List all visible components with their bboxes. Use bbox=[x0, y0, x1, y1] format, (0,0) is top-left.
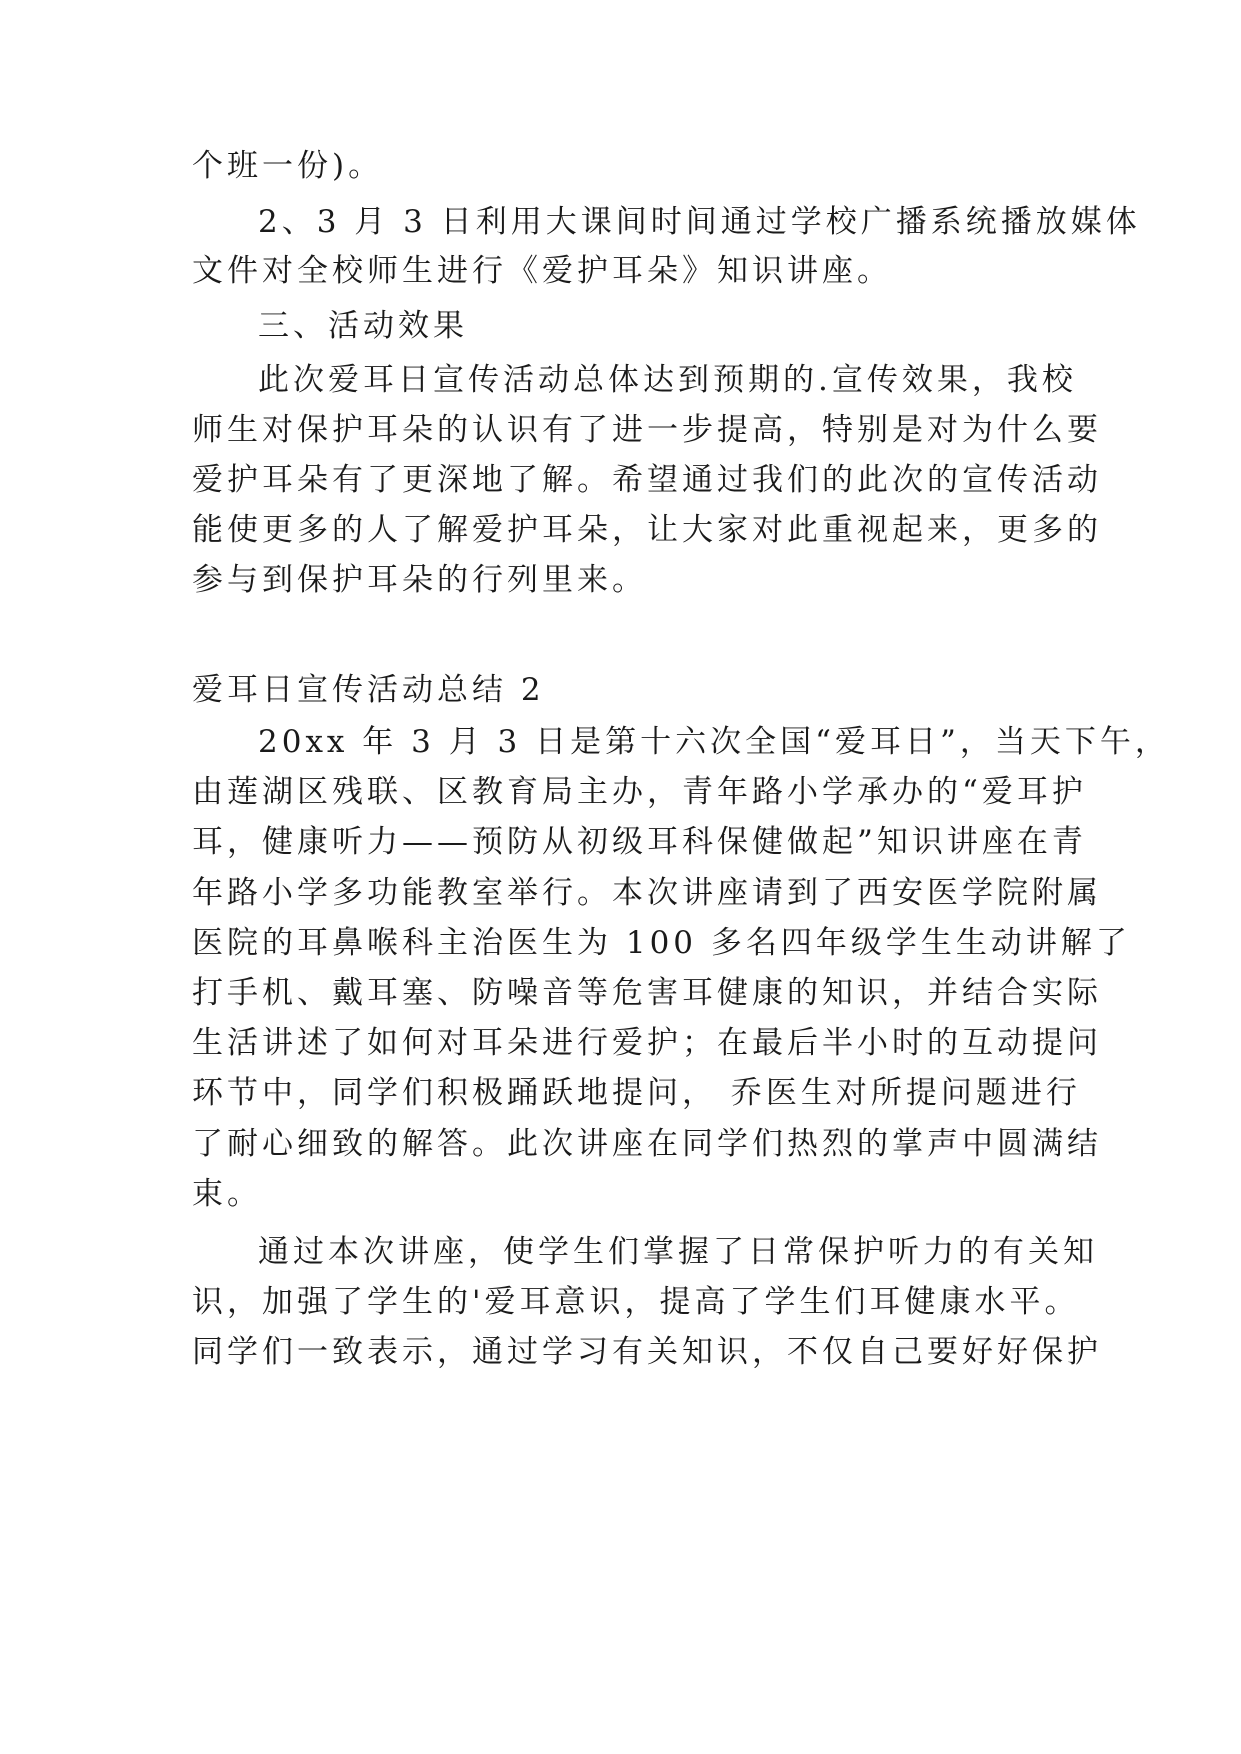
text-line: 能使更多的人了解爱护耳朵，让大家对此重视起来，更多的 bbox=[192, 512, 1102, 548]
text-line: 了耐心细致的解答。此次讲座在同学们热烈的掌声中圆满结 bbox=[192, 1126, 1102, 1162]
text-line: 耳，健康听力——预防从初级耳科保健做起”知识讲座在青 bbox=[192, 824, 1087, 860]
text-line: 文件对全校师生进行《爱护耳朵》知识讲座。 bbox=[192, 253, 892, 289]
text-line: 20xx 年 3 月 3 日是第十六次全国“爱耳日”，当天下午， bbox=[258, 724, 1170, 760]
text-line: 同学们一致表示，通过学习有关知识，不仅自己要好好保护 bbox=[192, 1334, 1102, 1370]
text-line: 个班一份)。 bbox=[192, 148, 384, 184]
text-line: 参与到保护耳朵的行列里来。 bbox=[192, 562, 647, 598]
text-line: 师生对保护耳朵的认识有了进一步提高，特别是对为什么要 bbox=[192, 412, 1102, 448]
section-heading: 三、活动效果 bbox=[258, 308, 468, 344]
section-title: 爱耳日宣传活动总结 2 bbox=[192, 672, 545, 708]
text-line: 束。 bbox=[192, 1176, 262, 1212]
text-line: 环节中，同学们积极踊跃地提问， 乔医生对所提问题进行 bbox=[192, 1075, 1081, 1111]
text-line: 通过本次讲座，使学生们掌握了日常保护听力的有关知 bbox=[258, 1234, 1098, 1270]
text-line: 识，加强了学生的'爱耳意识，提高了学生们耳健康水平。 bbox=[192, 1284, 1080, 1320]
text-line: 年路小学多功能教室举行。本次讲座请到了西安医学院附属 bbox=[192, 875, 1102, 911]
text-line: 医院的耳鼻喉科主治医生为 100 多名四年级学生生动讲解了 bbox=[192, 925, 1131, 961]
text-line: 此次爱耳日宣传活动总体达到预期的.宣传效果，我校 bbox=[258, 362, 1077, 398]
text-line: 2、3 月 3 日利用大课间时间通过学校广播系统播放媒体 bbox=[258, 204, 1141, 240]
text-line: 打手机、戴耳塞、防噪音等危害耳健康的知识，并结合实际 bbox=[192, 975, 1102, 1011]
text-line: 生活讲述了如何对耳朵进行爱护；在最后半小时的互动提问 bbox=[192, 1025, 1102, 1061]
text-line: 由莲湖区残联、区教育局主办，青年路小学承办的“爱耳护 bbox=[192, 774, 1087, 810]
text-line: 爱护耳朵有了更深地了解。希望通过我们的此次的宣传活动 bbox=[192, 462, 1102, 498]
